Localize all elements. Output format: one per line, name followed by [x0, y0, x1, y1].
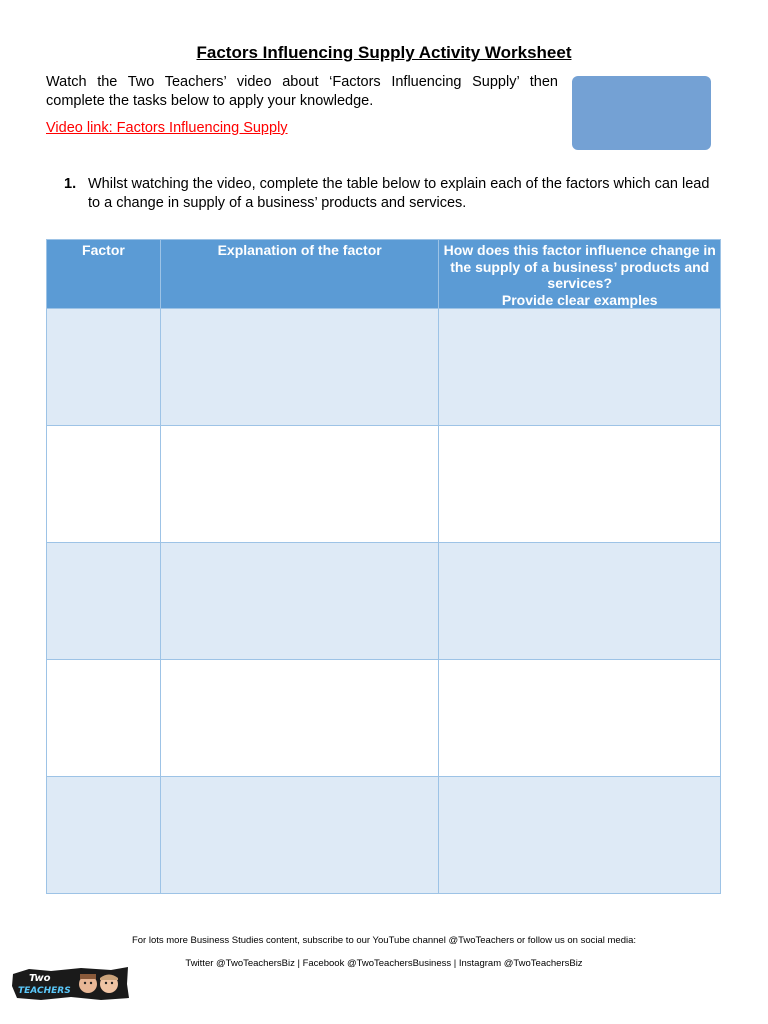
header-explanation: Explanation of the factor [160, 240, 439, 309]
explanation-cell[interactable] [160, 777, 439, 894]
intro-text: Watch the Two Teachers’ video about ‘Factors Influencing Supply’ then complete the tasks below to apply your knowledge. [46, 74, 558, 109]
video-link[interactable]: Video link: Factors Influencing Supply [46, 120, 288, 136]
header-influence-text: How does this factor influence change in the supply of a business’ products and services? Provide clear examples [443, 242, 716, 308]
footer-social-links: Twitter @TwoTeachersBiz | Facebook @TwoTeachersBusiness | Instagram @TwoTeachersBiz [185, 958, 583, 969]
task-text: Whilst watching the video, complete the table below to explain each of the factors which can lead to a change in supply of a business’ products and services. [88, 176, 710, 211]
logo-text-two: Two [29, 973, 51, 984]
worksheet-title: Factors Influencing Supply Activity Worksheet [196, 43, 572, 62]
explanation-cell[interactable] [160, 543, 439, 660]
influence-cell[interactable] [439, 660, 721, 777]
logo-text-teachers: TEACHERS [18, 986, 71, 996]
table-row [47, 777, 721, 894]
table-row [47, 660, 721, 777]
video-thumbnail-box[interactable] [572, 76, 711, 150]
influence-cell[interactable] [439, 777, 721, 894]
teacher-avatar-right [100, 975, 118, 994]
table-row [47, 309, 721, 426]
factor-cell[interactable] [47, 660, 161, 777]
two-teachers-logo [11, 964, 130, 1002]
explanation-cell[interactable] [160, 426, 439, 543]
table-row [47, 543, 721, 660]
explanation-cell[interactable] [160, 660, 439, 777]
factor-cell[interactable] [47, 777, 161, 894]
task-number: 1. [64, 176, 77, 192]
factor-cell[interactable] [47, 309, 161, 426]
explanation-cell[interactable] [160, 309, 439, 426]
header-influence [439, 240, 721, 309]
table-row [47, 426, 721, 543]
factors-table [46, 239, 721, 894]
teacher-avatar-left [79, 974, 97, 993]
header-factor: Factor [47, 240, 161, 309]
factor-cell[interactable] [47, 543, 161, 660]
influence-cell[interactable] [439, 426, 721, 543]
table-header-row [47, 240, 721, 309]
influence-cell[interactable] [439, 309, 721, 426]
influence-cell[interactable] [439, 543, 721, 660]
footer-subscribe-text: For lots more Business Studies content, subscribe to our YouTube channel @TwoTeachers or follow us on social media: [131, 935, 637, 946]
factor-cell[interactable] [47, 426, 161, 543]
